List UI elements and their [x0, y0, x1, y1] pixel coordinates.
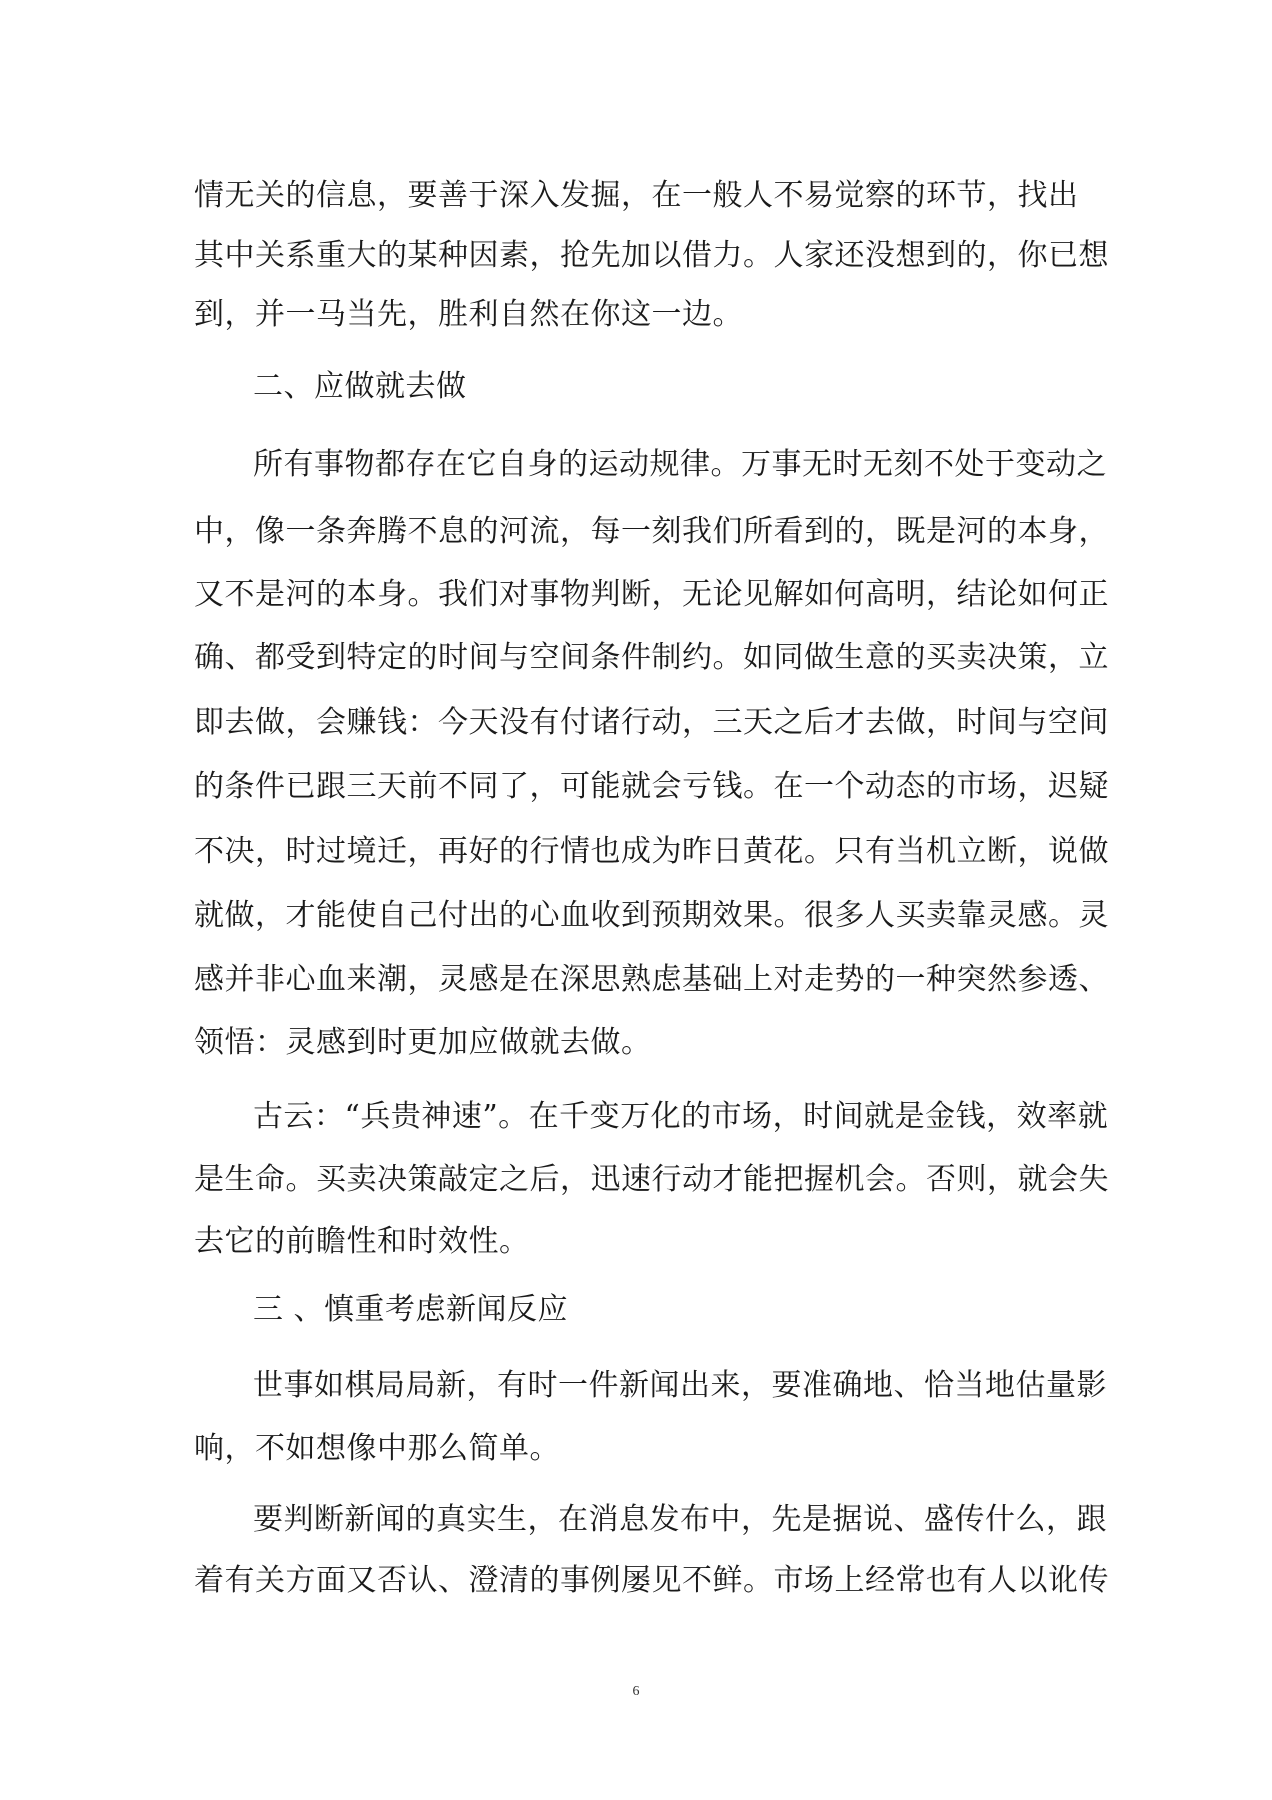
text-line: 中，像一条奔腾不息的河流，每一刻我们所看到的，既是河的本身，	[194, 514, 1109, 549]
text-line: 又不是河的本身。我们对事物判断，无论见解如何高明，结论如何正	[194, 577, 1109, 612]
text-line: 古云：“兵贵神速”。在千变万化的市场，时间就是金钱，效率就	[253, 1099, 1109, 1134]
text-line: 去它的前瞻性和时效性。	[194, 1224, 530, 1259]
text-line: 所有事物都存在它自身的运动规律。万事无时无刻不处于变动之	[253, 447, 1107, 482]
text-line: 情无关的信息，要善于深入发掘，在一般人不易觉察的环节，找出	[194, 178, 1079, 213]
text-line: 着有关方面又否认、澄清的事例屡见不鲜。市场上经常也有人以讹传	[194, 1563, 1109, 1598]
text-line: 其中关系重大的某种因素，抢先加以借力。人家还没想到的，你已想	[194, 238, 1109, 273]
text-line: 即去做，会赚钱：今天没有付诸行动，三天之后才去做，时间与空间	[194, 705, 1109, 740]
text-line: 响，不如想像中那么简单。	[194, 1431, 560, 1466]
text-line: 到，并一马当先，胜利自然在你这一边。	[194, 297, 743, 332]
text-line: 就做，才能使自己付出的心血收到预期效果。很多人买卖靠灵感。灵	[194, 898, 1109, 933]
text-line: 确、都受到特定的时间与空间条件制约。如同做生意的买卖决策，立	[194, 640, 1109, 675]
text-line: 感并非心血来潮，灵感是在深思熟虑基础上对走势的一种突然参透、	[194, 962, 1109, 997]
page-number: 6	[632, 1684, 640, 1699]
section-heading: 二、应做就去做	[253, 369, 467, 404]
section-heading: 三 、慎重考虑新闻反应	[253, 1292, 569, 1327]
text-line: 领悟：灵感到时更加应做就去做。	[194, 1025, 652, 1060]
text-line: 要判断新闻的真实生，在消息发布中，先是据说、盛传什么，跟	[253, 1502, 1107, 1537]
text-line: 世事如棋局局新，有时一件新闻出来，要准确地、恰当地估量影	[253, 1368, 1107, 1403]
text-line: 不决，时过境迁，再好的行情也成为昨日黄花。只有当机立断，说做	[194, 834, 1109, 869]
text-line: 的条件已跟三天前不同了，可能就会亏钱。在一个动态的市场，迟疑	[194, 769, 1109, 804]
text-line: 是生命。买卖决策敲定之后，迅速行动才能把握机会。否则，就会失	[194, 1162, 1109, 1197]
